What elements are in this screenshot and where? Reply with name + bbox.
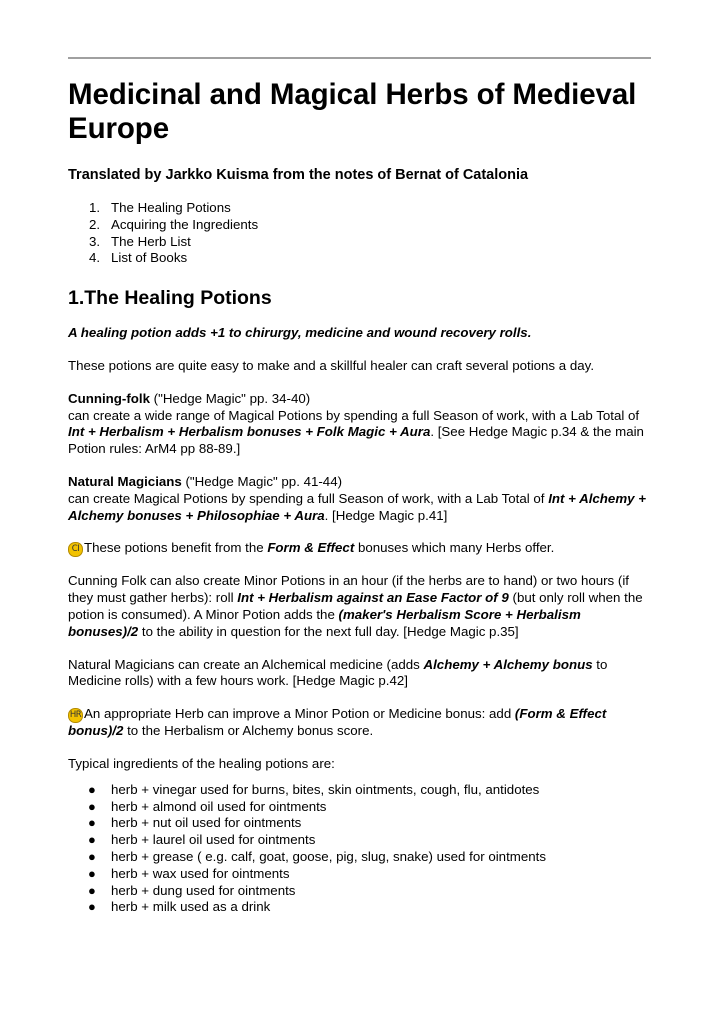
- bullet-icon: ●: [88, 865, 96, 881]
- cunning-folk-formula: Int + Herbalism + Herbalism bonuses + Folk Magic + Aura: [68, 424, 431, 440]
- ci-note-icon: CI: [68, 542, 83, 557]
- toc-item-list-of-books[interactable]: 4. List of Books: [89, 250, 188, 266]
- bullet-icon: ●: [88, 882, 96, 898]
- toc-item-healing-potions[interactable]: 1. The Healing Potions: [89, 200, 231, 215]
- ingredients-list: [68, 782, 651, 916]
- toc-item-label: List of Books: [111, 250, 188, 266]
- natural-magicians-paragraph: Natural Magicians ("Hedge Magic" pp. 41-44) can create Magical Potions by spending a full Season of work, with a Lab Total of Int + Alchemy + Alchemy bonuses + Philosophiae + Aura. [Hedge Magic p.41]: [68, 473, 646, 523]
- hr-note-paragraph: HR An appropriate Herb can improve a Minor Potion or Medicine bonus: add (Form & Effect bonus)/2 to the Herbalism or Alchemy bonus score.: [68, 706, 607, 739]
- list-item: ● herb + milk used as a drink: [88, 899, 271, 915]
- intro-paragraph: A healing potion adds +1 to chirurgy, medicine and wound recovery rolls.: [68, 325, 532, 341]
- list-item: ● herb + wax used for ointments: [88, 865, 290, 881]
- top-rule: [68, 57, 651, 59]
- bullet-icon: ●: [88, 899, 96, 915]
- toc-item-label: Acquiring the Ingredients: [111, 216, 259, 232]
- bullet-icon: ●: [88, 798, 96, 814]
- list-item: ● herb + grease ( e.g. calf, goat, goose, pig, slug, snake) used for ointments: [88, 848, 546, 864]
- easy-paragraph: These potions are quite easy to make and a skillful healer can craft several potions a day.: [68, 357, 595, 373]
- list-item: ● herb + laurel oil used for ointments: [88, 832, 316, 848]
- toc-item-label: The Herb List: [111, 233, 191, 249]
- bullet-icon: ●: [88, 815, 96, 831]
- hr-note-icon: HR: [68, 708, 83, 723]
- minor-potions-paragraph: Cunning Folk can also create Minor Potions in an hour (if the herbs are to hand) or two hours (if they must gather herbs): roll Int + Herbalism against an Ease Factor of 9 (but only roll when the potion is consumed). A Minor Potion adds the (maker's Herbalism Score + Herbalism bonuses)/2 to the ability in question for the next full day. [Hedge Magic p.35]: [68, 573, 643, 639]
- list-item: ● herb + almond oil used for ointments: [88, 798, 327, 814]
- document-body: [68, 78, 651, 916]
- ci-note-paragraph: CI These potions benefit from the Form & Effect bonuses which many Herbs offer.: [68, 540, 651, 557]
- list-item: ● herb + nut oil used for ointments: [88, 815, 302, 831]
- page-subtitle: Translated by Jarkko Kuisma from the notes of Bernat of Catalonia: [68, 167, 529, 183]
- bullet-icon: ●: [88, 848, 96, 864]
- section-heading-healing-potions: 1.The Healing Potions: [68, 287, 272, 310]
- typical-ingredients-paragraph: Typical ingredients of the healing potions are:: [68, 755, 335, 771]
- list-item: ● herb + dung used for ointments: [88, 882, 296, 898]
- cunning-folk-label: Cunning-folk: [68, 390, 150, 406]
- toc-item-acquiring-ingredients[interactable]: 2. Acquiring the Ingredients: [89, 216, 259, 232]
- list-item: ● herb + vinegar used for burns, bites, skin ointments, cough, flu, antidotes: [88, 781, 540, 797]
- natural-magicians-label: Natural Magicians: [68, 473, 182, 489]
- bullet-icon: ●: [88, 781, 96, 797]
- alchemical-medicine-paragraph: Natural Magicians can create an Alchemical medicine (adds Alchemy + Alchemy bonus to Medicine rolls) with a few hours work. [Hedge Magic p.42]: [68, 656, 608, 689]
- toc-item-label: The Healing Potions: [111, 200, 231, 215]
- natural-magicians-formula: Int + Alchemy + Alchemy bonuses + Philosophiae + Aura: [68, 490, 646, 523]
- bullet-icon: ●: [88, 832, 96, 848]
- table-of-contents: [68, 200, 651, 267]
- toc-item-herb-list[interactable]: 3. The Herb List: [89, 233, 191, 249]
- cunning-folk-paragraph: Cunning-folk ("Hedge Magic" pp. 34-40) can create a wide range of Magical Potions by spending a full Season of work, with a Lab Total of Int + Herbalism + Herbalism bonuses + Folk Magic + Aura. [See Hedge Magic p.34 & the main Potion rules: ArM4 pp 88-89.]: [68, 390, 644, 457]
- page-title: Medicinal and Magical Herbs of Medieval Europe: [68, 78, 637, 145]
